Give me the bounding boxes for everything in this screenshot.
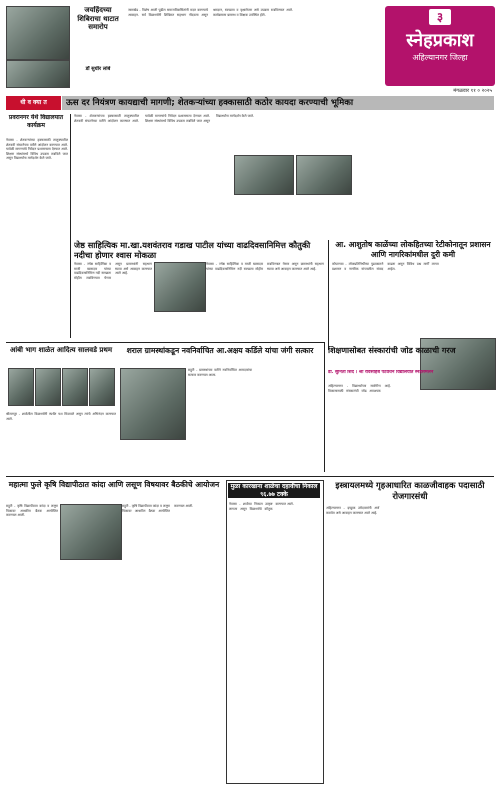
article-education-subheadline: डॉ. सुनिता शिंदे । श्री रावसाहेब पटवर्धन विद्यालयात स्नेहसंमेलन (328, 370, 434, 375)
student-photo-2 (35, 368, 61, 406)
masthead-subtitle: अहिल्यानगर जिल्हा (412, 53, 468, 62)
article-kale-text: कोपरगाव - लोकप्रतिनिधींच्या पुढाकाराने प्रशासन व नागरिक यांच्यातील संवाद वाढला असून विविध प्रश्न मार्गी लागत आहेत. (332, 262, 439, 271)
article-shiral-headline: शराल ग्रामस्थांकडून नवनिर्वाचित आ.अक्षय कर्डिले यांचा जंगी सत्कार (126, 346, 314, 355)
article-education-headline: शिक्षणासोबत संस्कारांची जोड काळाची गरज (328, 346, 456, 355)
top-story-small-photo (6, 60, 70, 88)
article-gadakh-text-2: नेवासा - ज्येष्ठ साहित्यिक व माजी खासदार यांच्या वाढदिवसानिमित्त नदी स्वच्छता मोहीम राबविण्यात येणार असून ग्रामस्थांनी सहभाग घ्यावा असे आवाहन करण्यात आले आहे. (206, 262, 324, 271)
banner (62, 96, 494, 110)
masthead (385, 6, 495, 86)
section-tag: धी व क्या त (6, 96, 61, 110)
banner-photo-1 (234, 155, 294, 195)
article-gadakh-headline: जेष्ठ साहित्यिक मा.खा.यशवंतराव गडाख पाटील यांच्या वाढदिवसानिमित्त कौतुकी नदीचा होणार श्वास मोकळा (74, 240, 311, 260)
article-mpkv-headline: महात्मा फुले कृषि विद्यापीठात कांदा आणि लसूण विषयावर बैठकीचे आयोजन (8, 480, 220, 489)
banner-headline: ऊस दर नियंत्रण कायद्याची मागणी; शेतकऱ्यांच्या हक्कासाठी कठोर कायदा करण्याची भूमिका (66, 98, 354, 108)
article-kale-headline: आ. आशुतोष काळेंच्या लोकहितच्या रेटीकोनातून प्रशासन आणि नागरिकांमधील दुरी कमी (335, 240, 491, 259)
article-aambi-photos (8, 368, 114, 408)
masthead-title: स्नेहप्रकाश (406, 30, 474, 51)
article-aambi-headline: आंबी भाग शाळेत आदित्य सालवडे प्रथम (9, 346, 113, 354)
article-education-text: अहिल्यानगर - विद्यार्थ्यांच्या सर्वांगीण विकासासाठी संस्कारांची जोड आवश्यक आहे. (328, 384, 391, 393)
article-gadakh-text: नेवासा - ज्येष्ठ साहित्यिक व माजी खासदार यांच्या वाढदिवसानिमित्त नदी स्वच्छता मोहीम राबविण्यात येणार असून ग्रामस्थांनी सहभाग घ्यावा असे आवाहन करण्यात आले आहे. (74, 262, 152, 280)
top-story-byline: डॉ सुधीर लांबे (85, 66, 111, 72)
article-mula-text: नेवासा - शाळेचा निकाल उत्कृष्ट लागला असून विद्यार्थ्यांचे कौतुक करण्यात आले. (229, 502, 294, 511)
student-photo-3 (62, 368, 88, 406)
top-story-text: जामखेड - विशेष आली पुढील समाजविकसितांनी मदत करण्याचे आवाहन. सर्व विद्यार्थ्यांनी शिबिरात सहभाग नोंदवला असून श्रमदान, स्वच्छता व वृक्षारोपण असे उपक्रम राबविण्यात आले. कार्यक्रमास ग्रामस्थ व शिक्षक उपस्थित होते. (128, 8, 293, 17)
article-shiral-photo (120, 368, 186, 440)
left-column-text: नेवासा - शेतकऱ्यांच्या हक्कासाठी तालुक्यातील शेतकरी संघटनेच्या वतीने आंदोलन करण्यात आले. यावेळी मागण्यांचे निवेदन प्रशासनाला देण्यात आले. शिक्षण संस्थांमध्ये विविध उपक्रम राबविले जात असून विद्यार्थ्यांना मार्गदर्शन केले जाते. (6, 138, 68, 161)
article-mpkv-photo (60, 504, 122, 560)
article-israel-text: अहिल्यानगर - इच्छुक उमेदवारांनी अर्ज करावेत असे आवाहन करण्यात आले आहे. (326, 506, 380, 515)
top-story-headline: जयहिंदच्या शिबिराचा थाटात समारोप (77, 6, 119, 31)
article-shiral-text: राहुरी - ग्रामस्थांच्या वतीने नवनिर्वाचित आमदारांचा सत्कार करण्यात आला. (188, 368, 252, 377)
article-mpkv-text: राहुरी - कृषि विद्यापीठात कांदा व लसूण पिकावर आधारित बैठक आयोजित करण्यात आली. (6, 504, 58, 518)
masthead-number: ३ (429, 9, 451, 25)
article-israel-headline: इस्त्रायलमध्ये गृहआधारित काळजीवाहक पदासाठी रोजगारसंधी (335, 480, 485, 501)
masthead-date: मंगळवार ११ ० २०२५ (453, 88, 492, 94)
banner-photo-2 (296, 155, 352, 195)
article-mpkv-text-2: राहुरी - कृषि विद्यापीठात कांदा व लसूण पिकावर आधारित बैठक आयोजित करण्यात आली. (122, 504, 194, 513)
left-column-headline: प्रवरानगर येथे विद्यालयात कार्यक्रम (8, 114, 64, 129)
article-mula-headline: मुळा कारखाना शाळेचा दहावीचा निकाल ९६.७७ टक्के (228, 483, 320, 498)
student-photo-1 (8, 368, 34, 406)
article-gadakh-photo (154, 262, 206, 312)
student-photo-4 (89, 368, 115, 406)
banner-article-text: नेवासा - शेतकऱ्यांच्या हक्कासाठी तालुक्यातील शेतकरी संघटनेच्या वतीने आंदोलन करण्यात आले. यावेळी मागण्यांचे निवेदन प्रशासनाला देण्यात आले. शिक्षण संस्थांमध्ये विविध उपक्रम राबविले जात असून विद्यार्थ्यांना मार्गदर्शन केले जाते. (74, 114, 255, 123)
article-aambi-text: श्रीरामपूर - शाळेतील विद्यार्थ्यांनी स्पर्धेत यश मिळवले असून त्यांचे अभिनंदन करण्यात आले. (6, 412, 116, 421)
top-story-photo (6, 6, 70, 60)
